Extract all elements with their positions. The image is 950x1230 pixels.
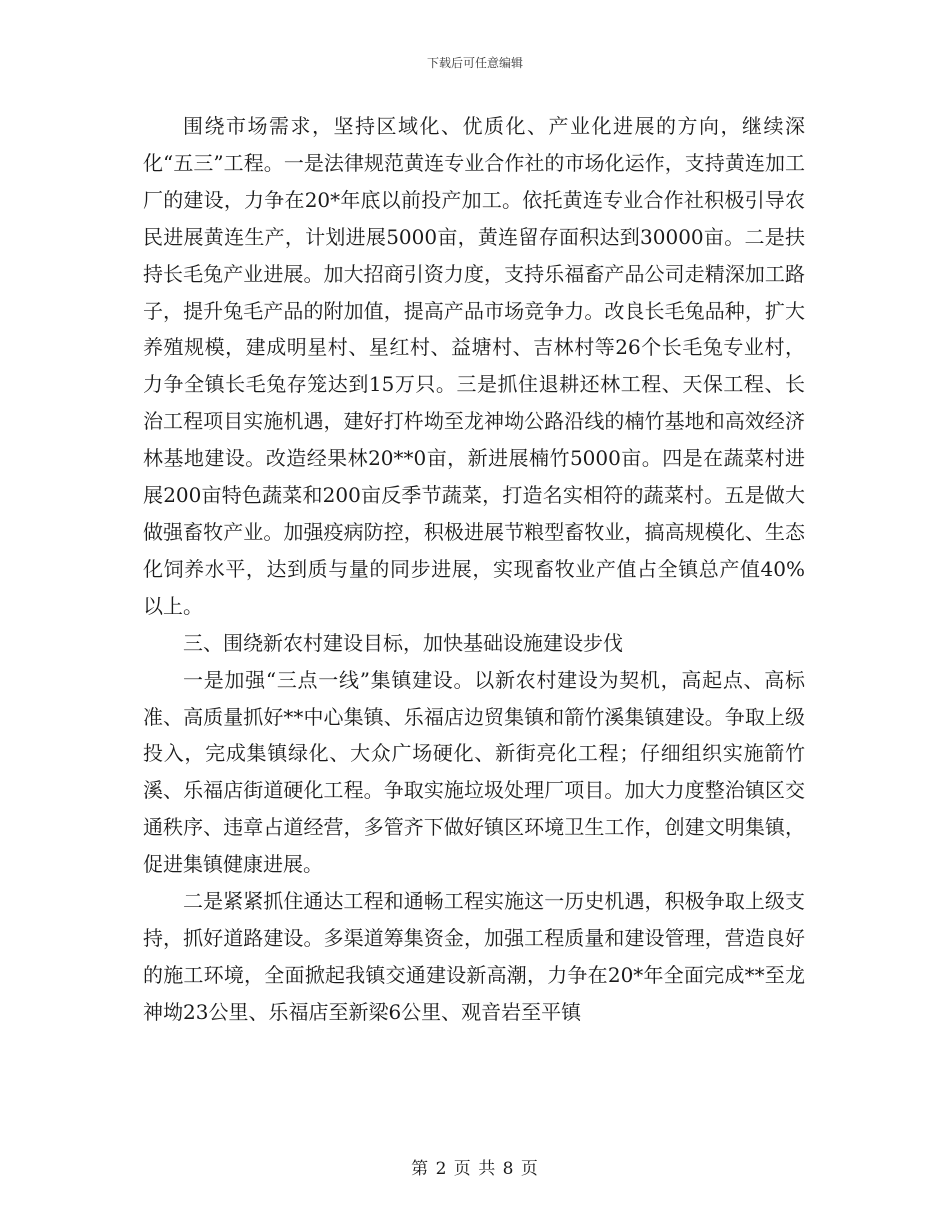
paragraph-industry: 围绕市场需求，坚持区域化、优质化、产业化进展的方向，继续深化“五三”工程。一是法律规范黄连专业合作社的市场化运作，支持黄连加工厂的建设，力争在20*年底以前投产加工。依托黄连专业合作社积极引导农民进展黄连生产，计划进展5000亩，黄连留存面积达到30000亩。二是扶持长毛兔产业进展。加大招商引资力度，支持乐福畜产品公司走精深加工路子，提升兔毛产品的附加值，提高产品市场竞争力。改良长毛兔品种，扩大养殖规模，建成明星村、星红村、益塘村、吉林村等26个长毛兔专业村，力争全镇长毛兔存笼达到15万只。三是抓住退耕还林工程、天保工程、长治工程项目实施机遇，建好打杵坳至龙神坳公路沿线的楠竹基地和高效经济林基地建设。改造经果林20**0亩，新进展楠竹5000亩。四是在蔬菜村进展200亩特色蔬菜和200亩反季节蔬菜，打造名实相符的蔬菜村。五是做大做强畜牧产业。加强疫病防控，积极进展节粮型畜牧业，搞高规模化、生态化饲养水平，达到质与量的同步进展，实现畜牧业产值占全镇总产值40%以上。 <box>143 114 805 618</box>
page-number: 第 2 页 共 8 页 <box>411 1159 539 1179</box>
paragraph-road-construction: 二是紧紧抓住通达工程和通畅工程实施这一历史机遇，积极争取上级支持，抓好道路建设。多渠道筹集资金，加强工程质量和建设管理，营造良好的施工环境，全面掀起我镇交通建设新高潮，力争在20*年全面完成**至龙神坳23公里、乐福店至新梁6公里、观音岩至平镇 <box>143 889 805 1024</box>
section-heading-3: 三、围绕新农村建设目标，加快基础设施建设步伐 <box>183 630 623 655</box>
paragraph-town-construction: 一是加强“三点一线”集镇建设。以新农村建设为契机，高起点、高标准、高质量抓好**中心集镇、乐福店边贸集镇和箭竹溪集镇建设。争取上级投入，完成集镇绿化、大众广场硬化、新街亮化工程；仔细组织实施箭竹溪、乐福店街道硬化工程。争取实施垃圾处理厂项目。加大力度整治镇区交通秩序、违章占道经营，多管齐下做好镇区环境卫生工作，创建文明集镇，促进集镇健康进展。 <box>143 667 805 877</box>
document-body <box>143 108 805 1031</box>
page-header-note: 下载后可任意编辑 <box>426 56 523 70</box>
